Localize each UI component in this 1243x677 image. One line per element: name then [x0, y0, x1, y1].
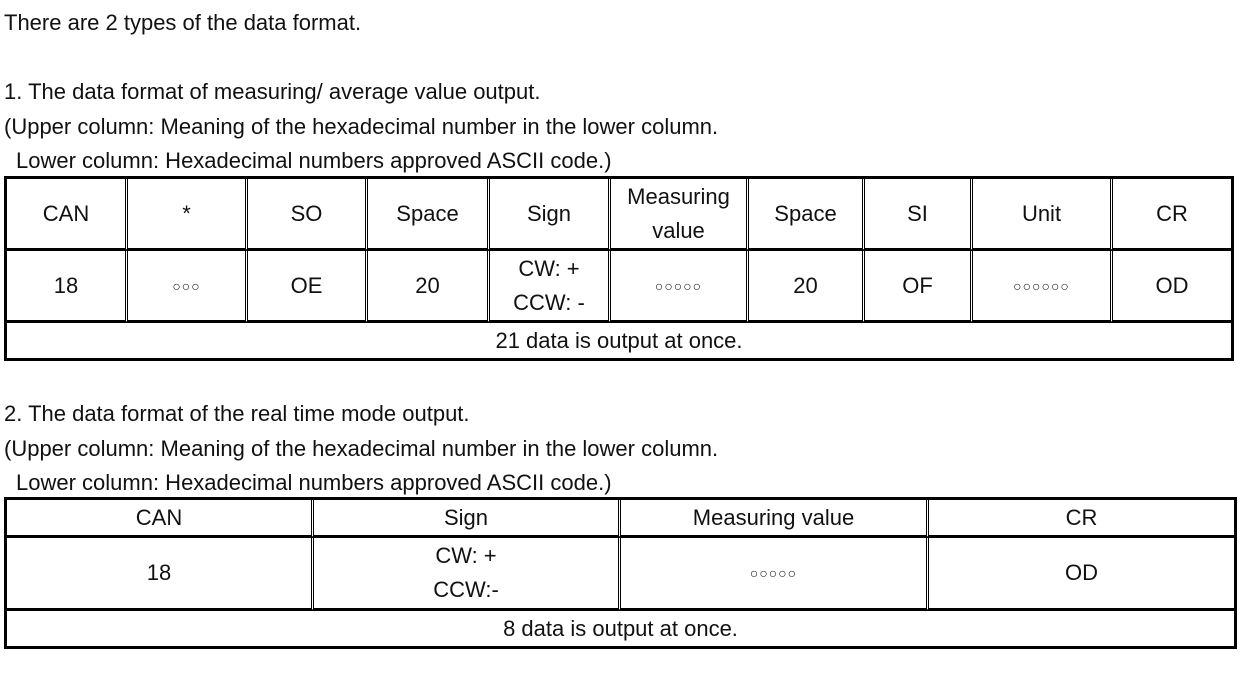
value-cell-line: CW: + [518, 255, 580, 281]
table-value-row [7, 251, 1231, 323]
header-cell: Measuring value [621, 500, 929, 538]
header-cell: SI [865, 179, 973, 251]
header-cell: CAN [7, 179, 128, 251]
table-value-row [7, 538, 1234, 611]
table-footer-row [7, 323, 1231, 358]
format-table-1 [4, 176, 1234, 361]
header-cell: SO [248, 179, 368, 251]
header-cell-line: value [652, 217, 705, 243]
value-cell: OE [248, 251, 368, 323]
value-cell: OD [1113, 251, 1231, 323]
format-table-2 [4, 497, 1237, 649]
value-cell: 20 [749, 251, 865, 323]
value-cell: ○○○○○○ [973, 251, 1113, 323]
header-cell: Space [749, 179, 865, 251]
header-cell-line: Measuring [627, 183, 730, 209]
value-cell: 20 [368, 251, 490, 323]
header-cell: CAN [7, 500, 314, 538]
value-cell-line: CW: + [435, 543, 497, 569]
value-cell [314, 538, 621, 611]
value-cell: 18 [7, 251, 128, 323]
value-cell: OD [929, 538, 1234, 611]
header-cell: Space [368, 179, 490, 251]
value-cell-line: CCW: - [513, 289, 585, 315]
header-cell: CR [929, 500, 1234, 538]
intro-text: There are 2 types of the data format. [4, 10, 362, 35]
header-cell: Sign [314, 500, 621, 538]
section2-title: 2. The data format of the real time mode output. [4, 401, 470, 426]
section2-note-upper: (Upper column: Meaning of the hexadecimal number in the lower column. [4, 436, 719, 461]
header-cell: Unit [973, 179, 1113, 251]
header-cell: CR [1113, 179, 1231, 251]
value-cell: ○○○ [128, 251, 248, 323]
value-cell: ○○○○○ [611, 251, 749, 323]
section2-note-lower: Lower column: Hexadecimal numbers approved ASCII code.) [16, 470, 612, 495]
header-cell: Sign [490, 179, 611, 251]
table-footer: 21 data is output at once. [495, 327, 743, 353]
value-cell: OF [865, 251, 973, 323]
section1-note-upper: (Upper column: Meaning of the hexadecimal number in the lower column. [4, 114, 719, 139]
table-header-row [7, 179, 1231, 251]
value-cell [490, 251, 611, 323]
table-footer: 8 data is output at once. [503, 615, 738, 641]
section1-note-lower: Lower column: Hexadecimal numbers approved ASCII code.) [16, 148, 612, 173]
table-header-row [7, 500, 1234, 538]
table-footer-row [7, 611, 1234, 646]
value-cell-line: CCW:- [433, 577, 499, 603]
header-cell: * [128, 179, 248, 251]
value-cell: 18 [7, 538, 314, 611]
header-cell [611, 179, 749, 251]
section1-title: 1. The data format of measuring/ average value output. [4, 79, 541, 104]
value-cell: ○○○○○ [621, 538, 929, 611]
